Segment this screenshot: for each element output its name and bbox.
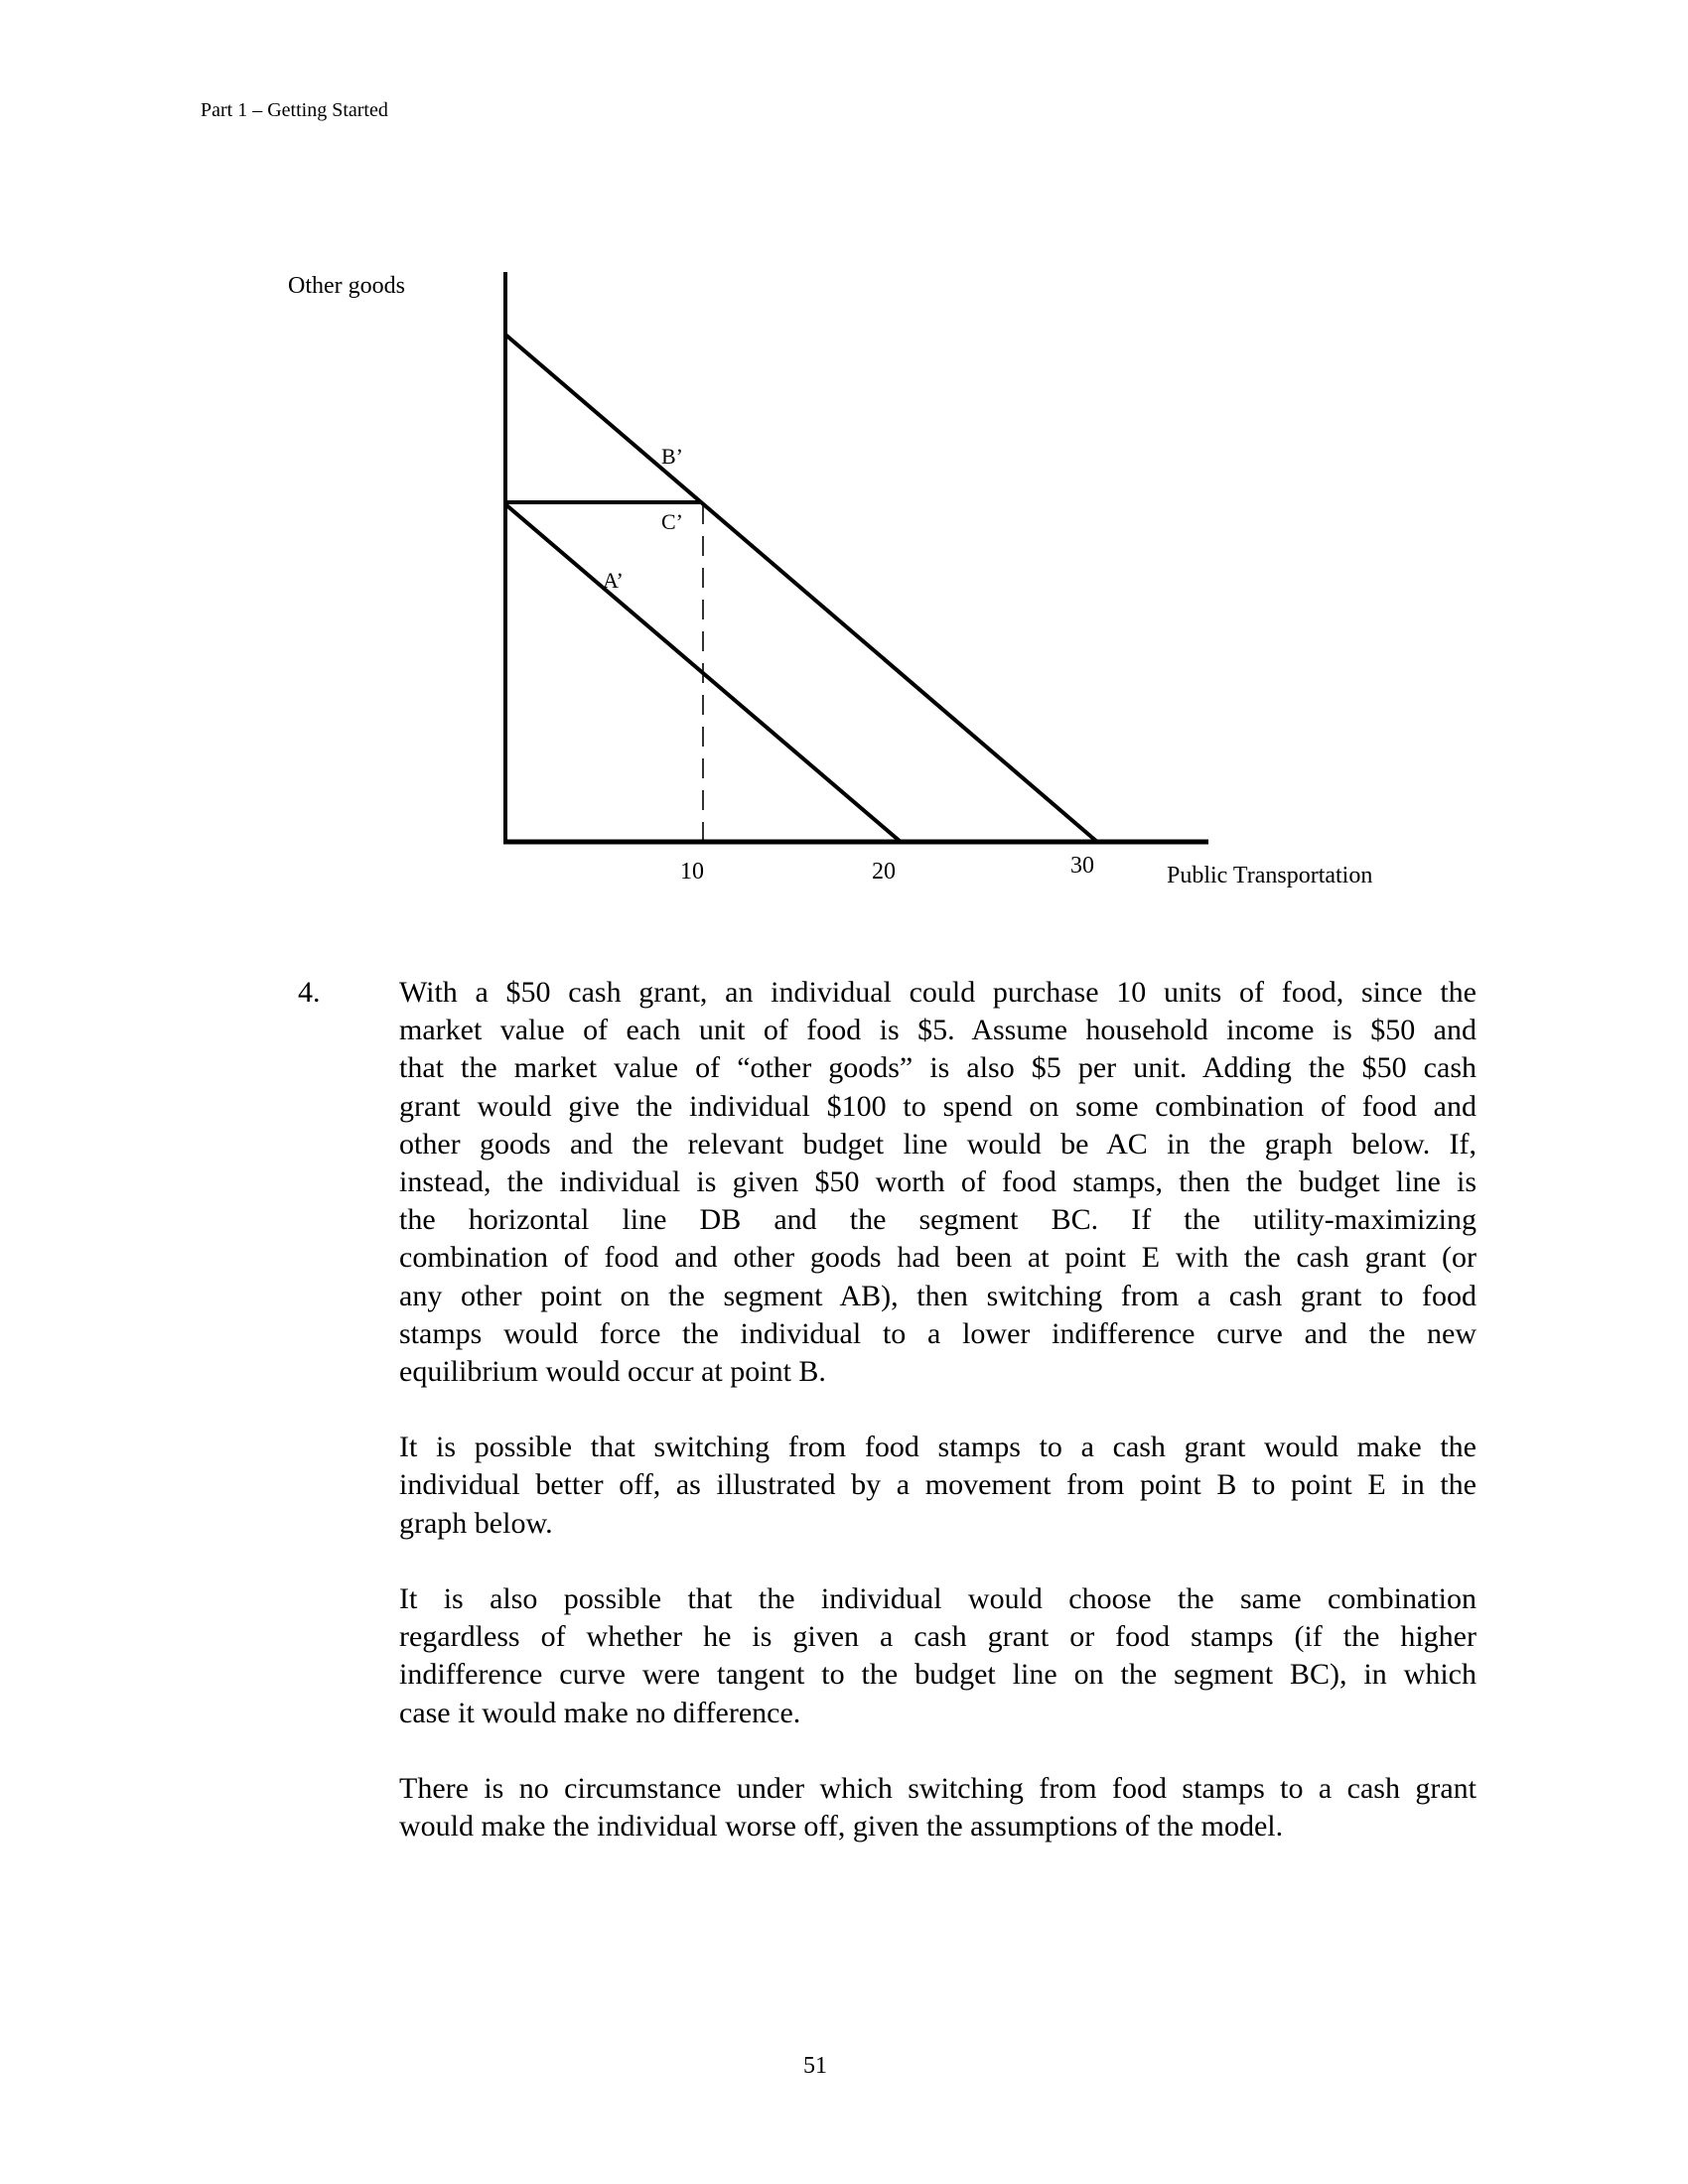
text-line: It is also possible that the individual would choose the same combination (399, 1582, 1477, 1615)
paragraph-gap (399, 1391, 1477, 1429)
paragraph-gap (399, 1543, 1477, 1580)
text-line: equilibrium would occur at point B. (399, 1354, 826, 1388)
graph-canvas (0, 0, 1688, 953)
x-tick-30: 30 (1070, 853, 1094, 879)
text-line: stamps would force the individual to a lower indifference curve and the new (399, 1316, 1477, 1350)
point-label-a-prime: A’ (603, 568, 624, 593)
text-line: case it would make no difference. (399, 1696, 801, 1729)
x-tick-20: 20 (872, 859, 896, 885)
budget-constraint-graph (0, 0, 1688, 953)
text-line: It is possible that switching from food stamps to a cash grant would make the (399, 1431, 1477, 1464)
y-axis-label: Other goods (288, 273, 405, 299)
paragraph-4 (399, 1770, 1477, 1845)
text-line: regardless of whether he is given a cash grant or food stamps (if the higher (399, 1620, 1477, 1654)
text-line: grant would give the individual $100 to spend on some combination of food and (399, 1089, 1477, 1123)
text-line: combination of food and other goods had been at point E with the cash grant (or (399, 1241, 1477, 1275)
paragraph-3 (399, 1580, 1477, 1732)
text-line: instead, the individual is given $50 worth of food stamps, then the budget line is (399, 1164, 1477, 1198)
x-axis-label: Public Transportation (1167, 863, 1373, 888)
answer-text (399, 974, 1477, 1845)
x-tick-10: 10 (680, 859, 704, 885)
paragraph-1 (399, 974, 1477, 1391)
point-label-c-prime: C’ (661, 509, 683, 534)
outer-budget-line (505, 335, 1097, 842)
question-number: 4. (298, 976, 321, 1009)
text-line: other goods and the relevant budget line would be AC in the graph below. If, (399, 1127, 1477, 1160)
text-line: would make the individual worse off, given the assumptions of the model. (399, 1810, 1284, 1843)
text-line: With a $50 cash grant, an individual could purchase 10 units of food, since the (399, 976, 1477, 1009)
paragraph-2 (399, 1429, 1477, 1543)
running-header: Part 1 – Getting Started (201, 99, 388, 121)
text-line: market value of each unit of food is $5. Assume household income is $50 and (399, 1014, 1477, 1047)
text-line: individual better off, as illustrated by a movement from point B to point E in the (399, 1468, 1477, 1502)
paragraph-gap (399, 1732, 1477, 1770)
point-label-b-prime: B’ (661, 444, 683, 469)
text-line: any other point on the segment AB), then switching from a cash grant to food (399, 1279, 1477, 1312)
page-number: 51 (803, 2053, 827, 2079)
text-line: There is no circumstance under which switching from food stamps to a cash grant (399, 1771, 1477, 1805)
text-line: graph below. (399, 1506, 553, 1540)
text-line: the horizontal line DB and the segment BC. If the utility-maximizing (399, 1203, 1477, 1237)
text-line: indifference curve were tangent to the budget line on the segment BC), in which (399, 1658, 1477, 1692)
text-line: that the market value of “other goods” is also $5 per unit. Adding the $50 cash (399, 1051, 1477, 1085)
